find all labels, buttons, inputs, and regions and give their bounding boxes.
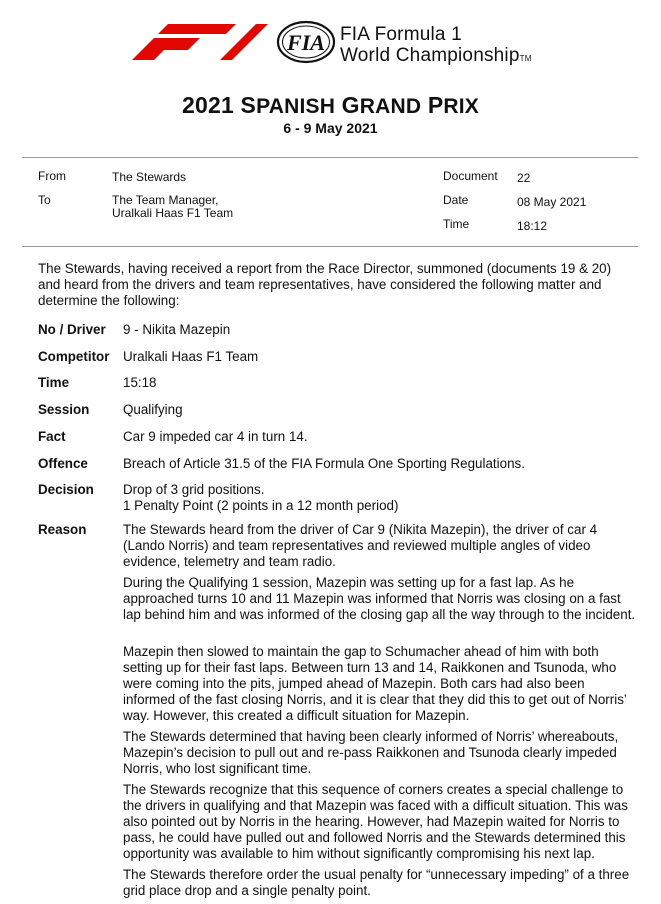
reason-paragraph: The Stewards heard from the driver of Car 9 (Nikita Mazepin), the driver of car 4 (Lando Norris) and team representatives and reviewed multiple angles of video evidence, telemetry and team radio.: [123, 522, 598, 569]
session-label: Session: [38, 402, 90, 417]
document-header: [0, 16, 661, 76]
championship-line1: FIA Formula 1: [340, 24, 462, 45]
reason-value: [123, 522, 637, 904]
decision-label: Decision: [38, 482, 94, 497]
fact-label: Fact: [38, 429, 66, 444]
intro-paragraph: The Stewards, having received a report from the Race Director, summoned (documents 19 & 20) and heard from the drivers and team representatives, have considered the following matter and determine the following:: [38, 261, 612, 308]
title-part: G: [335, 92, 360, 118]
time-label: Time: [443, 217, 470, 231]
event-dates: 6 - 9 May 2021: [283, 120, 378, 136]
trademark: TM: [519, 54, 532, 63]
event-title: [0, 92, 661, 119]
championship-line2: World Championship: [340, 45, 520, 66]
offence-label: Offence: [38, 456, 88, 471]
driver-value: 9 - Nikita Mazepin: [123, 322, 231, 337]
session-value: Qualifying: [123, 402, 183, 417]
title-part: RIX: [443, 95, 479, 118]
title-part: RAND: [359, 95, 422, 118]
from-value: The Stewards: [112, 170, 187, 184]
divider-bottom: [22, 246, 638, 247]
decision-value: [123, 482, 637, 514]
to-value-line2: Uralkali Haas F1 Team: [112, 206, 234, 220]
event-title-block: [0, 92, 661, 136]
incident-time-label: Time: [38, 375, 70, 390]
to-label: To: [38, 193, 51, 207]
fia-logo-text: FIA: [287, 30, 325, 55]
fia-logo-icon: [276, 20, 336, 64]
fact-value: Car 9 impeded car 4 in turn 14.: [123, 429, 308, 444]
divider-top: [22, 157, 638, 158]
decision-line2: 1 Penalty Point (2 points in a 12 month period): [123, 498, 399, 513]
championship-name: [340, 24, 532, 69]
date-value: 08 May 2021: [517, 195, 587, 209]
from-label: From: [38, 169, 66, 183]
reason-paragraph: Mazepin then slowed to maintain the gap to Schumacher ahead of him with both setting up for their fast laps. Between turn 13 and 14, Raikkonen and Tsunoda, who were coming into the pits, jumped ahead of Mazepin. Both cars had also been informed of the fast closing Norris, and it is clear that they did this to get out of Norris’ way. However, this created a difficult situation for Mazepin.: [123, 644, 627, 723]
to-value: [112, 194, 233, 220]
reason-paragraph: The Stewards determined that having been clearly informed of Norris’ whereabouts, Mazepin’s decision to pull out and re-pass Raikkonen and Tsunoda clearly impeded Norris, who lost significant time.: [123, 729, 619, 776]
title-part: 2021 S: [181, 92, 257, 118]
reason-paragraph: The Stewards therefore order the usual penalty for “unnecessary impeding” of a three grid place drop and a single penalty point.: [123, 867, 630, 898]
document-label: Document: [443, 169, 498, 183]
time-value: 18:12: [517, 219, 548, 233]
reason-label: Reason: [38, 522, 87, 537]
incident-time-value: 15:18: [123, 375, 157, 390]
document-value: 22: [517, 171, 531, 185]
competitor-label: Competitor: [38, 349, 110, 364]
reason-paragraph: The Stewards recognize that this sequence of corners creates a special challenge to the drivers in qualifying and that Mazepin was faced with a difficult situation. This was also pointed out by Norris in the hearing. However, had Mazepin waited for Norris to pass, he could have pulled out and followed Norris and the Stewards determined this opportunity was available to him without significantly compromising his next lap.: [123, 782, 628, 861]
to-value-line1: The Team Manager,: [112, 193, 219, 207]
title-part: P: [421, 92, 444, 118]
competitor-value: Uralkali Haas F1 Team: [123, 349, 259, 364]
driver-label: No / Driver: [38, 322, 106, 337]
offence-value: Breach of Article 31.5 of the FIA Formula One Sporting Regulations.: [123, 456, 525, 471]
reason-paragraph: During the Qualifying 1 session, Mazepin was setting up for a fast lap. As he approached turns 10 and 11 Mazepin was informed that Norris was closing on a fast lap behind him and was informed of the closing gap all the way through to the incident.: [123, 575, 636, 622]
f1-logo-icon: [132, 24, 268, 60]
title-part: PANISH: [256, 95, 336, 118]
decision-line1: Drop of 3 grid positions.: [123, 482, 265, 497]
date-label: Date: [443, 193, 469, 207]
